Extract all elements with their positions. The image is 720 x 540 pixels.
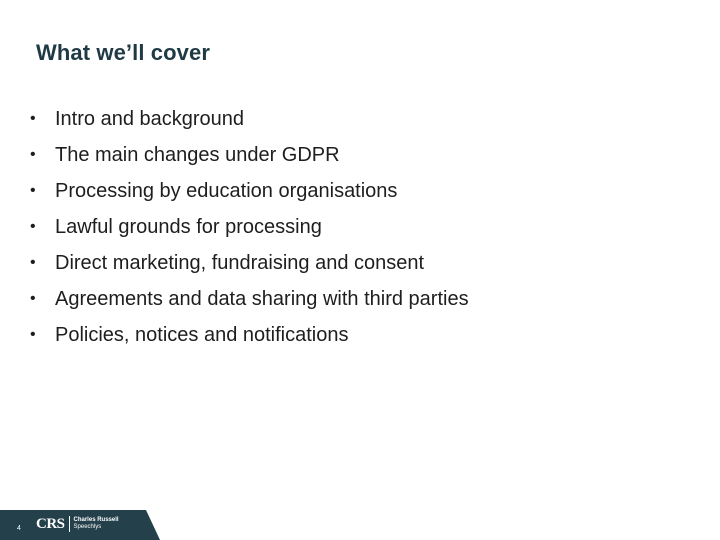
bullet-icon: • (30, 110, 36, 127)
list-item (30, 281, 469, 317)
list-item (30, 209, 469, 245)
bullet-icon: • (30, 182, 36, 199)
bullet-list (30, 101, 469, 353)
bullet-icon: • (30, 290, 36, 307)
bullet-text: Processing by education organisations (55, 180, 398, 202)
list-item (30, 317, 469, 353)
bullet-text: Direct marketing, fundraising and consent (55, 252, 425, 274)
bullet-text: Lawful grounds for processing (55, 216, 322, 238)
bullet-text: Policies, notices and notifications (55, 324, 349, 346)
logo-wordmark (74, 517, 119, 531)
list-item (30, 173, 469, 209)
slide-title: What we’ll cover (36, 40, 210, 65)
page-number: 4 (17, 525, 21, 532)
bullet-text: The main changes under GDPR (55, 144, 340, 166)
bullet-text: Agreements and data sharing with third parties (55, 288, 469, 310)
bullet-icon: • (30, 326, 36, 343)
logo-mark: CRS (36, 516, 70, 532)
bullet-icon: • (30, 218, 36, 235)
bullet-text: Intro and background (55, 108, 245, 130)
bullet-icon: • (30, 254, 36, 271)
list-item (30, 101, 469, 137)
list-item (30, 245, 469, 281)
footer-band (0, 510, 160, 540)
company-logo (36, 515, 119, 533)
logo-line-1: Charles Russell (73, 517, 119, 523)
list-item (30, 137, 469, 173)
bullet-icon: • (30, 146, 36, 163)
logo-line-2: Speechlys (73, 524, 102, 530)
